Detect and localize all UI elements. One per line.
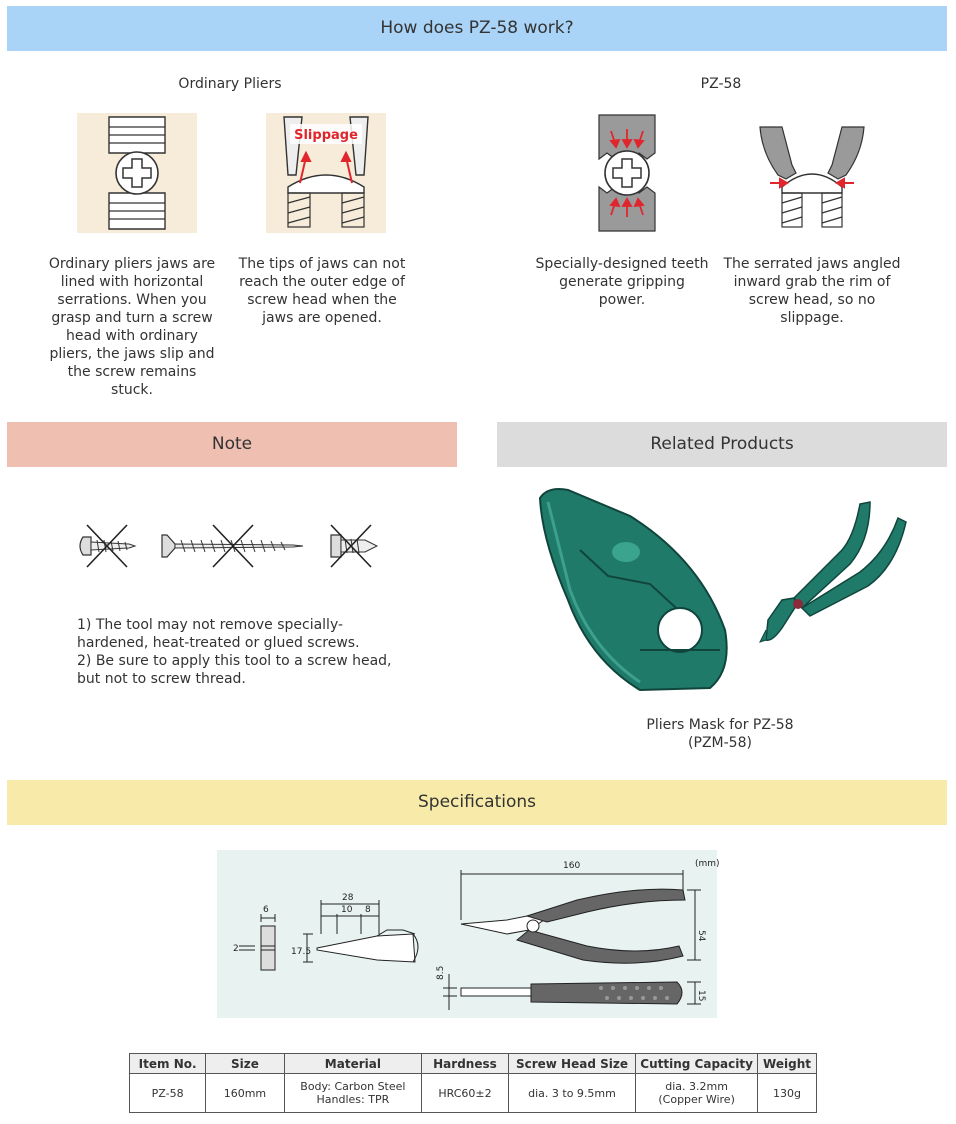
col-cutting-capacity: Cutting Capacity xyxy=(636,1054,758,1074)
related-product-caption[interactable] xyxy=(600,716,840,752)
long-wood-screw-icon xyxy=(162,525,303,567)
ordinary-jaws-illustration xyxy=(77,113,197,233)
how-it-works-header: How does PZ-58 work? xyxy=(7,6,947,51)
pz58-panel2-text: The serrated jaws angled inward grab the rim of screw head, so no slippage. xyxy=(723,256,901,326)
dim-jaw-a: 10 xyxy=(341,905,353,915)
ordinary-panel1-text: Ordinary pliers jaws are lined with horizontal serrations. When you grasp and turn a screw head with ordinary pliers, the jaws slip and the screw remains stuck. xyxy=(48,256,216,398)
note-text xyxy=(77,616,397,688)
col-weight: Weight xyxy=(758,1054,817,1074)
specifications-header: Specifications xyxy=(7,780,947,825)
dim-tip-thickness: 8.5 xyxy=(436,965,446,980)
pliers-mask-product-image[interactable] xyxy=(520,480,920,700)
col-size: Size xyxy=(206,1054,284,1074)
note-line-1: 1) The tool may not remove specially-hardened, heat-treated or glued screws. xyxy=(77,617,360,651)
specifications-table xyxy=(129,1053,817,1113)
related-products-header: Related Products xyxy=(497,422,947,467)
dim-jaw-b: 8 xyxy=(365,905,371,915)
pz58-teeth-illustration xyxy=(567,113,687,233)
unit-label: (mm) xyxy=(695,859,720,869)
ordinary-pliers-heading: Ordinary Pliers xyxy=(178,76,282,92)
cell-hardness: HRC60±2 xyxy=(422,1074,509,1113)
pz58-panel1-text: Specially-designed teeth generate gripping power. xyxy=(535,256,709,308)
spec-header-row xyxy=(130,1054,817,1074)
cutting-material: (Copper Wire) xyxy=(658,1093,735,1106)
col-item-no: Item No. xyxy=(130,1054,206,1074)
col-hardness: Hardness xyxy=(422,1054,509,1074)
cell-item-no: PZ-58 xyxy=(130,1074,206,1113)
dim-height: 54 xyxy=(696,930,706,942)
cell-weight: 130g xyxy=(758,1074,817,1113)
cell-screw-head-size: dia. 3 to 9.5mm xyxy=(508,1074,635,1113)
cell-size: 160mm xyxy=(206,1074,284,1113)
dim-tip-gap: 2 xyxy=(233,944,239,954)
related-caption-code: (PZM-58) xyxy=(688,735,752,751)
dim-length: 160 xyxy=(563,861,581,871)
slippage-illustration xyxy=(266,113,386,233)
pz58-heading: PZ-58 xyxy=(700,76,742,92)
note-header: Note xyxy=(7,422,457,467)
pliers-mask-icon xyxy=(540,489,727,690)
dim-jaw-length: 28 xyxy=(342,893,354,903)
dim-tip-width: 6 xyxy=(263,905,269,915)
col-screw-head-size: Screw Head Size xyxy=(508,1054,635,1074)
dim-thickness: 15 xyxy=(696,990,706,1002)
ordinary-panel2-text: The tips of jaws can not reach the outer edge of screw head when the jaws are opened. xyxy=(238,256,406,326)
dimension-drawing xyxy=(217,850,720,1018)
pz58-grab-illustration xyxy=(752,113,872,233)
tapping-screw-icon xyxy=(80,525,135,567)
cell-cutting-capacity xyxy=(636,1074,758,1113)
slippage-label: Slippage xyxy=(294,128,358,143)
related-caption-name: Pliers Mask for PZ-58 xyxy=(646,717,794,733)
table-row xyxy=(130,1074,817,1113)
self-drilling-screw-icon xyxy=(331,525,377,567)
pz58-pliers-icon xyxy=(760,502,906,642)
cutting-dia: dia. 3.2mm xyxy=(665,1080,728,1093)
material-body: Body: Carbon Steel xyxy=(300,1080,406,1093)
note-line-2: 2) Be sure to apply this tool to a screw head, but not to screw thread. xyxy=(77,653,392,687)
col-material: Material xyxy=(284,1054,422,1074)
cell-material xyxy=(284,1074,422,1113)
screws-illustration xyxy=(75,515,390,577)
material-handles: Handles: TPR xyxy=(316,1093,390,1106)
dim-jaw-height: 17.5 xyxy=(291,947,312,957)
